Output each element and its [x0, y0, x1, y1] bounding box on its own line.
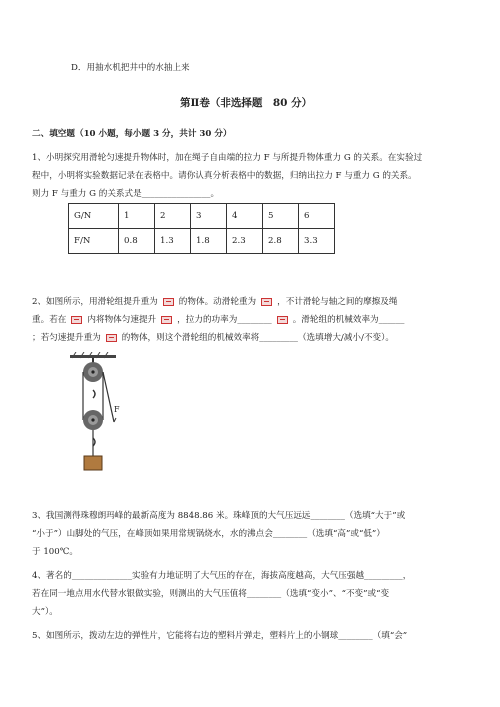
table-cell: 6	[299, 204, 335, 229]
pulley-figure	[62, 352, 122, 502]
table-cell: 3.3	[299, 229, 335, 254]
q4-line3: 大”）。	[32, 607, 58, 617]
table-cell: 0.8	[119, 229, 155, 254]
q4-line1: 4、著名的______________实验有力地证明了大气压的存在，海拔高度越高，大气压强越_________，	[32, 571, 412, 581]
formula-placeholder-icon	[277, 316, 288, 324]
volume-title: 第Ⅱ卷（非选择题 80 分）	[180, 97, 313, 109]
q3-line3: 于 100℃。	[32, 547, 78, 557]
q3-line2: “小于”）山脚处的气压，在峰顶如果用常规锅烧水，水的沸点会________（选填“高”或“低”）	[32, 529, 385, 539]
q2-text: 的物体，则这个滑轮组的机械效率将_________（选填增大/减小/不变）。	[121, 333, 394, 343]
option-d: D．用抽水机把井中的水抽上来	[71, 63, 190, 73]
q2-line2	[32, 314, 404, 326]
q2-text: 。滑轮组的机械效率为______	[292, 315, 405, 325]
table-row	[69, 229, 335, 254]
q3-line1: 3、我国测得珠穆朗玛峰的最新高度为 8848.86 米。珠峰顶的大气压远远________（选填“大于”或	[32, 511, 406, 521]
q2-line3	[32, 332, 394, 344]
table-cell: 1	[119, 204, 155, 229]
formula-placeholder-icon	[71, 316, 82, 324]
q1-line2: 程中，小明将实验数据记录在表格中。请你认真分析表格中的数据，归纳出拉力 F 与重力 G 的关系。	[32, 171, 417, 181]
q2-text: ，拉力的功率为________	[177, 315, 272, 325]
q2-line1	[32, 296, 397, 308]
q2-text: 的物体。动滑轮重为	[178, 297, 257, 307]
table-cell: 1.3	[155, 229, 191, 254]
q2-text: ，不计滑轮与轴之间的摩擦及绳	[277, 297, 398, 307]
table-cell: 2.8	[263, 229, 299, 254]
q1-line3: 则力 F 与重力 G 的关系式是________________。	[32, 189, 220, 199]
q5-line1: 5、如图所示，拨动左边的弹性片，它能将右边的塑料片弹走，塑料片上的小钢球________（填“会”	[32, 631, 408, 641]
q2-text: 重。若在	[32, 315, 67, 325]
table-cell: 5	[263, 204, 299, 229]
table-cell: 4	[227, 204, 263, 229]
q4-line2: 若在同一地点用水代替水银做实验，则测出的大气压值将________（选填“变小”、“不变”或“变	[32, 589, 390, 599]
q2-text: 2、如图所示，用滑轮组提升重为	[32, 297, 158, 307]
table-cell: G/N	[69, 204, 119, 229]
data-table	[68, 203, 335, 254]
formula-placeholder-icon	[161, 316, 172, 324]
table-cell: 3	[191, 204, 227, 229]
formula-placeholder-icon	[163, 298, 174, 306]
table-cell: 1.8	[191, 229, 227, 254]
table-cell: 2.3	[227, 229, 263, 254]
q2-text: 内将物体匀速提升	[87, 315, 157, 325]
q2-text: ；若匀速提升重为	[32, 333, 101, 343]
section-heading: 二、填空题（10 小题，每小题 3 分，共计 30 分）	[32, 129, 232, 139]
force-label: F	[114, 405, 120, 414]
table-cell: F/N	[69, 229, 119, 254]
formula-placeholder-icon	[261, 298, 272, 306]
q1-line1: 1、小明探究用滑轮匀速提升物体时，加在绳子自由端的拉力 F 与所提升物体重力 G 的关系。在实验过	[32, 153, 423, 163]
formula-placeholder-icon	[106, 334, 117, 342]
table-cell: 2	[155, 204, 191, 229]
table-row	[69, 204, 335, 229]
